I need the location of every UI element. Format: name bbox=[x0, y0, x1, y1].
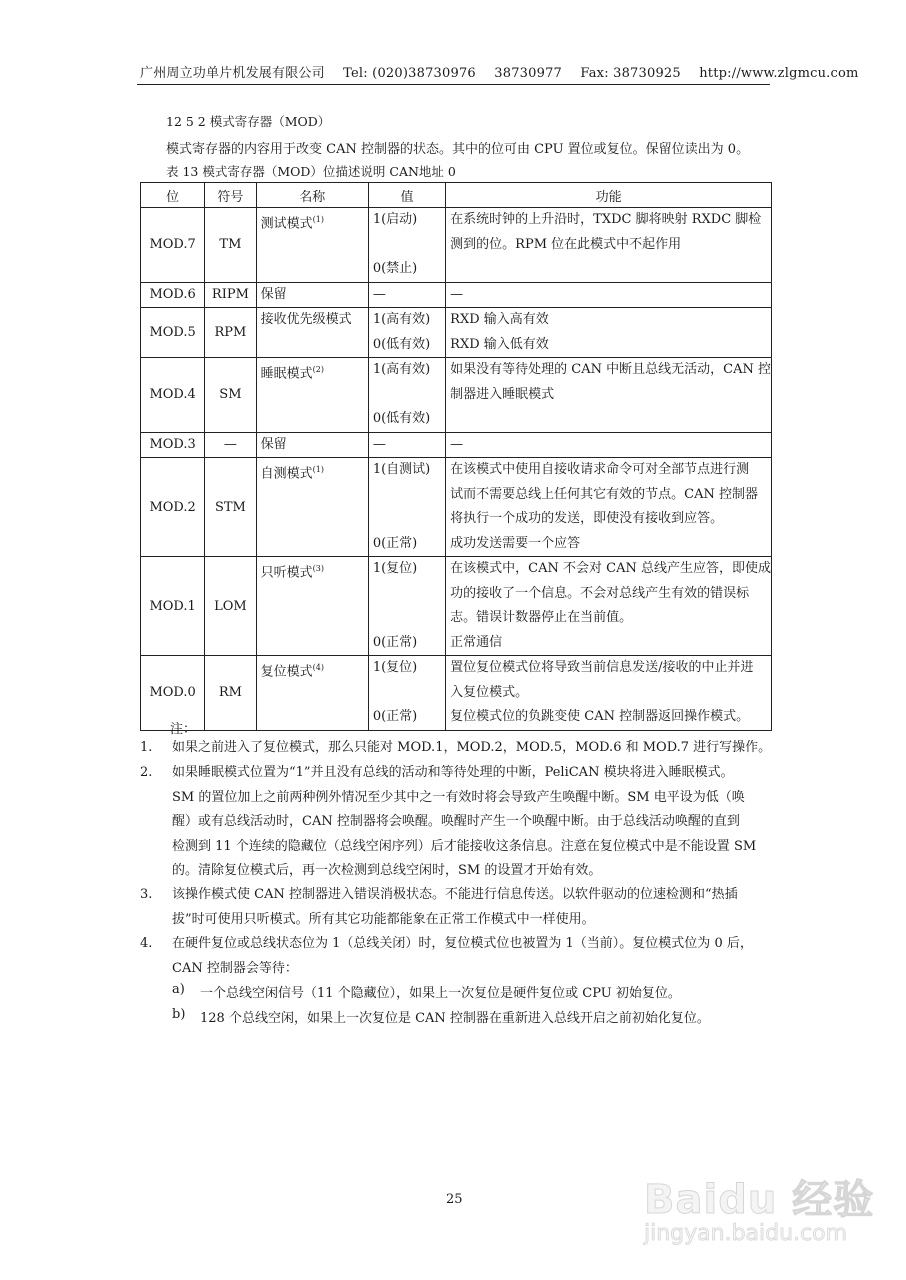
function-line: 在该模式中，CAN 不会对 CAN 总线产生应答，即使成 bbox=[450, 561, 771, 576]
cell-symbol: — bbox=[205, 432, 256, 458]
function-line: 在系统时钟的上升沿时，TXDC 脚将映射 RXDC 脚检 bbox=[450, 212, 762, 227]
value-line bbox=[369, 606, 445, 631]
cell-symbol: TM bbox=[205, 208, 256, 283]
cell-name bbox=[256, 557, 368, 656]
name-text: 自测模式 bbox=[260, 466, 313, 482]
function-line: 试而不需要总线上任何其它有效的节点。CAN 控制器 bbox=[450, 486, 759, 502]
website-url: http://www.zlgmcu.com bbox=[699, 66, 859, 81]
cell-name bbox=[256, 282, 368, 308]
notes-label: 注： bbox=[170, 722, 197, 737]
name-text: 测试模式 bbox=[260, 216, 313, 232]
watermark-url: jingyan.baidu.com bbox=[644, 1221, 848, 1246]
cell-value bbox=[368, 557, 445, 656]
cell-bit: MOD.3 bbox=[141, 432, 205, 458]
fax: Fax: 38730925 bbox=[580, 66, 681, 81]
note-line: 如果之前进入了复位模式，那么只能对 MOD.1，MOD.2，MOD.5，MOD.6 和 MOD.7 进行写操作。 bbox=[172, 740, 772, 755]
col-header-function: 功能 bbox=[446, 183, 772, 208]
note-number: 2. bbox=[140, 765, 153, 780]
footnote-ref: (2) bbox=[312, 365, 324, 374]
name-text: 复位模式 bbox=[260, 664, 313, 680]
cell-symbol: LOM bbox=[205, 557, 256, 656]
value-line: — bbox=[372, 436, 386, 452]
cell-value bbox=[368, 282, 445, 308]
note-line: 的。清除复位模式后，再一次检测到总线空闲时，SM 的设置才开始有效。 bbox=[172, 863, 602, 878]
value-line: 1(自测试) bbox=[372, 462, 431, 477]
cell-symbol: SM bbox=[205, 358, 256, 433]
table-row bbox=[141, 458, 772, 557]
value-line: 0(禁止) bbox=[372, 261, 418, 276]
cell-function bbox=[446, 308, 772, 358]
name-text: 接收优先级模式 bbox=[260, 312, 352, 327]
cell-name bbox=[256, 458, 368, 557]
intro-paragraph: 模式寄存器的内容用于改变 CAN 控制器的状态。其中的位可由 CPU 置位或复位。保留位读出为 0。 bbox=[166, 142, 750, 157]
cell-function bbox=[446, 458, 772, 557]
cell-name bbox=[256, 432, 368, 458]
col-header-bit: 位 bbox=[141, 183, 205, 208]
note-line: 醒）或有总线活动时，CAN 控制器将会唤醒。唤醒时产生一个唤醒中断。由于总线活动唤醒的直到 bbox=[172, 814, 740, 829]
function-line: RXD 输入高有效 bbox=[450, 312, 549, 327]
table-row bbox=[141, 308, 772, 358]
cell-function bbox=[446, 208, 772, 283]
note-line: 拔”时可使用只听模式。所有其它功能都能象在正常工作模式中一样使用。 bbox=[172, 911, 595, 927]
tel: Tel: (020)38730976 bbox=[343, 66, 476, 81]
value-line bbox=[369, 233, 445, 258]
value-line: — bbox=[372, 286, 386, 302]
subitem-text: 128 个总线空闲，如果上一次复位是 CAN 控制器在重新进入总线开启之前初始化复位。 bbox=[200, 1011, 710, 1026]
name-text: 只听模式 bbox=[260, 565, 313, 581]
cell-bit: MOD.6 bbox=[141, 282, 205, 308]
function-line: 成功发送需要一个应答 bbox=[450, 535, 581, 551]
tel2: 38730977 bbox=[494, 66, 563, 81]
cell-symbol: STM bbox=[205, 458, 256, 557]
value-line bbox=[369, 582, 445, 607]
table-row bbox=[141, 282, 772, 308]
footnote-ref: (4) bbox=[312, 663, 324, 672]
cell-value bbox=[368, 656, 445, 731]
mod-register-table bbox=[140, 182, 772, 731]
cell-symbol: RPM bbox=[205, 308, 256, 358]
value-line bbox=[369, 507, 445, 532]
section-heading: 12 5 2 模式寄存器（MOD） bbox=[166, 114, 331, 129]
cell-function bbox=[446, 358, 772, 433]
cell-bit: MOD.5 bbox=[141, 308, 205, 358]
table-row bbox=[141, 557, 772, 656]
note-line: 如果睡眠模式位置为“1”并且没有总线的活动和等待处理的中断，PeliCAN 模块将进入睡眠模式。 bbox=[172, 765, 734, 780]
value-line: 0(低有效) bbox=[372, 411, 431, 426]
name-text: 睡眠模式 bbox=[260, 366, 313, 382]
col-header-name: 名称 bbox=[256, 183, 368, 208]
function-line: 在该模式中使用自接收请求命令可对全部节点进行测 bbox=[450, 462, 750, 477]
function-line: 复位模式位的负跳变使 CAN 控制器返回操作模式。 bbox=[450, 709, 750, 724]
note-line: 检测到 11 个连续的隐藏位（总线空闲序列）后才能接收这条信息。注意在复位模式中是不能设置 SM bbox=[172, 838, 757, 854]
footnote-ref: (3) bbox=[312, 564, 324, 573]
cell-value bbox=[368, 458, 445, 557]
function-line: 入复位模式。 bbox=[450, 684, 529, 700]
footnote-ref: (1) bbox=[312, 215, 324, 224]
table-row bbox=[141, 656, 772, 731]
name-text: 保留 bbox=[260, 286, 287, 302]
page-number: 25 bbox=[446, 1192, 463, 1207]
cell-value bbox=[368, 208, 445, 283]
note-number: 3. bbox=[140, 887, 153, 902]
function-line: 正常通信 bbox=[450, 634, 503, 650]
cell-name bbox=[256, 208, 368, 283]
table-header-row bbox=[141, 183, 772, 208]
function-line: RXD 输入低有效 bbox=[450, 336, 549, 352]
value-line: 0(正常) bbox=[372, 535, 418, 551]
function-line: 制器进入睡眠模式 bbox=[450, 386, 555, 402]
table-row bbox=[141, 208, 772, 283]
value-line bbox=[369, 483, 445, 508]
table-caption: 表 13 模式寄存器（MOD）位描述说明 CAN地址 0 bbox=[166, 164, 456, 179]
table-row bbox=[141, 432, 772, 458]
note-line: 在硬件复位或总线状态位为 1（总线关闭）时，复位模式位也被置为 1（当前）。复位模式位为 0 后， bbox=[172, 936, 753, 951]
function-line: — bbox=[450, 436, 464, 452]
cell-bit: MOD.7 bbox=[141, 208, 205, 283]
note-number: 4. bbox=[140, 936, 153, 951]
value-line: 1(高有效) bbox=[372, 362, 431, 377]
cell-bit: MOD.4 bbox=[141, 358, 205, 433]
function-line: 将执行一个成功的发送，即使没有接收到应答。 bbox=[450, 511, 724, 526]
company-name: 广州周立功单片机发展有限公司 bbox=[140, 66, 325, 81]
cell-value bbox=[368, 358, 445, 433]
cell-bit: MOD.1 bbox=[141, 557, 205, 656]
baidu-watermark bbox=[644, 1168, 874, 1246]
cell-bit: MOD.2 bbox=[141, 458, 205, 557]
value-line: 0(低有效) bbox=[372, 336, 431, 352]
value-line: 0(正常) bbox=[372, 709, 418, 724]
footnote-ref: (1) bbox=[312, 465, 324, 474]
function-line: 如果没有等待处理的 CAN 中断且总线无活动，CAN 控 bbox=[450, 362, 771, 377]
value-line bbox=[369, 383, 445, 408]
cell-name bbox=[256, 358, 368, 433]
function-line bbox=[446, 257, 771, 282]
function-line: 置位复位模式位将导致当前信息发送/接收的中止并进 bbox=[450, 660, 754, 675]
note-line: SM 的置位加上之前两种例外情况至少其中之一有效时将会导致产生唤醒中断。SM 电平设为低（唤 bbox=[172, 789, 745, 805]
function-line: 志。错误计数器停止在当前值。 bbox=[450, 610, 633, 625]
header-divider bbox=[137, 84, 770, 85]
cell-bit: MOD.0 bbox=[141, 656, 205, 731]
name-text: 保留 bbox=[260, 436, 287, 452]
watermark-logo: Baidu 经验 bbox=[644, 1177, 875, 1223]
cell-function bbox=[446, 656, 772, 731]
note-number: 1. bbox=[140, 740, 153, 755]
function-line: — bbox=[450, 286, 464, 302]
cell-name bbox=[256, 308, 368, 358]
value-line: 1(复位) bbox=[372, 561, 418, 576]
table-row bbox=[141, 358, 772, 433]
function-line bbox=[446, 407, 771, 432]
note-line: 该操作模式使 CAN 控制器进入错误消极状态。不能进行信息传送。以软件驱动的位速检测和“热插 bbox=[172, 887, 738, 902]
cell-symbol: RM bbox=[205, 656, 256, 731]
function-line: 功的接收了一个信息。不会对总线产生有效的错误标 bbox=[450, 585, 750, 601]
value-line: 1(高有效) bbox=[372, 312, 431, 327]
cell-symbol: RIPM bbox=[205, 282, 256, 308]
subitem-text: 一个总线空闲信号（11 个隐藏位），如果上一次复位是硬件复位或 CPU 初始复位。 bbox=[200, 986, 681, 1001]
cell-function bbox=[446, 557, 772, 656]
subitem-label: a) bbox=[172, 982, 185, 997]
col-header-value: 值 bbox=[368, 183, 445, 208]
cell-function bbox=[446, 282, 772, 308]
cell-function bbox=[446, 432, 772, 458]
function-line: 测到的位。RPM 位在此模式中不起作用 bbox=[450, 236, 682, 252]
value-line: 1(复位) bbox=[372, 660, 418, 675]
page-header bbox=[140, 62, 859, 81]
value-line bbox=[369, 681, 445, 706]
cell-name bbox=[256, 656, 368, 731]
cell-value bbox=[368, 308, 445, 358]
subitem-label: b) bbox=[172, 1007, 186, 1022]
value-line: 0(正常) bbox=[372, 634, 418, 650]
note-line: CAN 控制器会等待： bbox=[172, 960, 298, 976]
value-line: 1(启动) bbox=[372, 212, 418, 227]
cell-value bbox=[368, 432, 445, 458]
col-header-symbol: 符号 bbox=[205, 183, 256, 208]
